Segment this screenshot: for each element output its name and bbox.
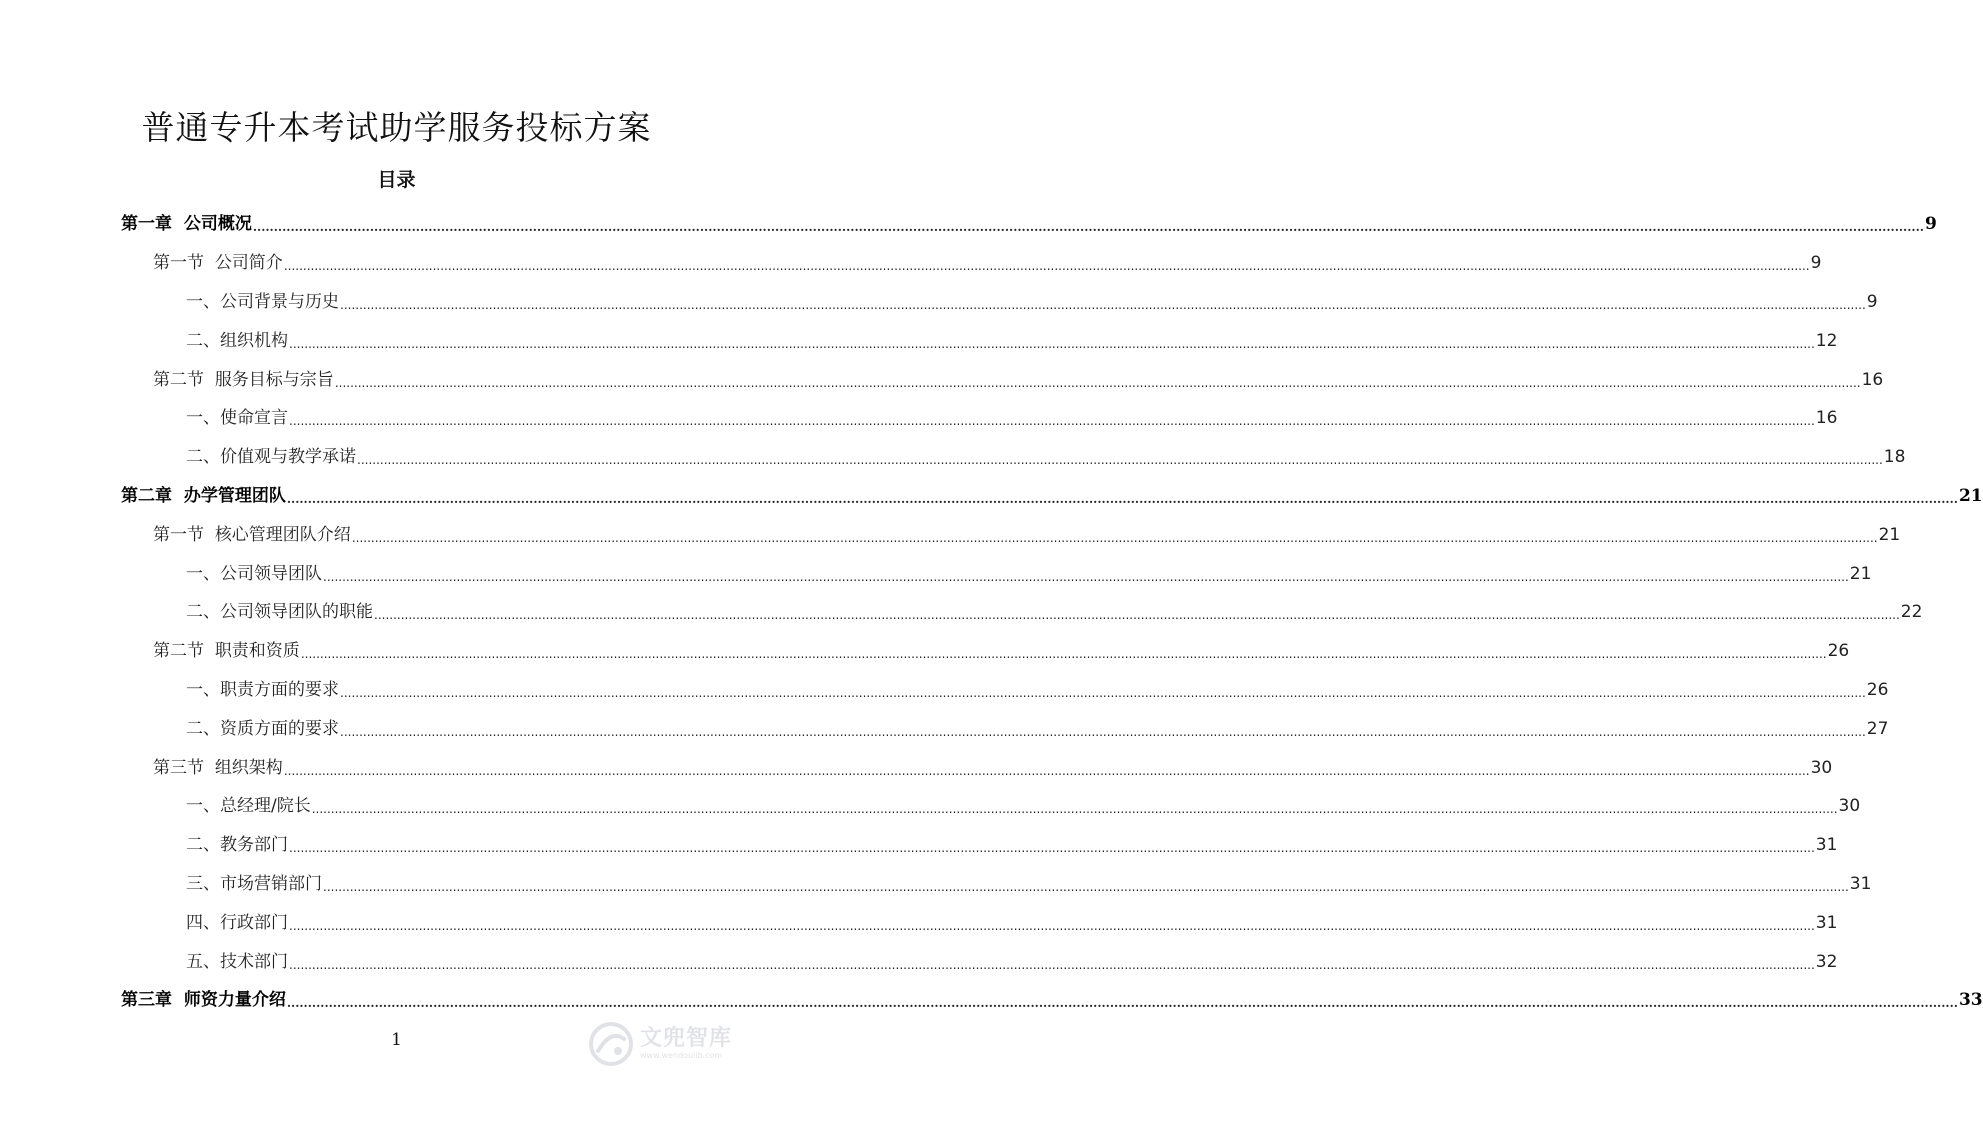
toc-entry-number: 二、 xyxy=(186,718,220,739)
toc-entry-number: 第三节 xyxy=(153,757,215,778)
toc-leader-dots: ................................................................................................................................................................................................................................................................................................................................................................................................................ xyxy=(286,996,1958,1011)
toc-entry-number: 四、 xyxy=(186,912,220,933)
toc-entry-number: 二、 xyxy=(186,447,220,468)
toc-entry[interactable] xyxy=(153,360,1884,399)
page-number: 1 xyxy=(391,1030,402,1050)
toc-leader-dots: ................................................................................................................................................................................................................................................................................................................................................................................................................ xyxy=(323,879,1849,894)
toc-entry-title: 公司领导团队 xyxy=(220,563,322,584)
toc-leader-dots: ................................................................................................................................................................................................................................................................................................................................................................................................................ xyxy=(252,220,1924,235)
toc-entry-title: 办学管理团队 xyxy=(183,485,286,506)
toc-entry-title: 使命宣言 xyxy=(220,408,288,429)
toc-entry-title: 教务部门 xyxy=(220,835,288,856)
toc-entry-title: 组织架构 xyxy=(214,757,283,778)
toc-leader-dots: ................................................................................................................................................................................................................................................................................................................................................................................................................ xyxy=(286,491,1958,506)
toc-leader-dots: ................................................................................................................................................................................................................................................................................................................................................................................................................ xyxy=(340,297,1866,312)
toc-entry-number: 第一节 xyxy=(153,253,215,274)
toc-leader-dots: ................................................................................................................................................................................................................................................................................................................................................................................................................ xyxy=(289,414,1815,429)
toc-entry-number: 第二章 xyxy=(121,485,184,506)
toc-entry[interactable] xyxy=(186,826,1838,865)
toc-entry-page: 16 xyxy=(1815,408,1838,429)
toc-entry[interactable] xyxy=(186,671,1889,710)
toc-entry-number: 二、 xyxy=(186,330,220,351)
toc-entry-page: 9 xyxy=(1866,291,1878,312)
toc-entry-title: 职责和资质 xyxy=(214,641,300,662)
toc-leader-dots: ................................................................................................................................................................................................................................................................................................................................................................................................................ xyxy=(300,647,1827,662)
toc-entry-page: 21 xyxy=(1849,563,1872,584)
toc-entry-number: 第三章 xyxy=(121,990,184,1011)
toc-entry[interactable] xyxy=(186,283,1878,322)
toc-entry-page: 18 xyxy=(1883,447,1906,468)
toc-entry-title: 核心管理团队介绍 xyxy=(214,524,351,545)
toc-entry-page: 12 xyxy=(1815,330,1838,351)
toc-entry-page: 22 xyxy=(1900,602,1923,623)
toc-entry-title: 公司背景与历史 xyxy=(220,291,339,312)
toc-leader-dots: ................................................................................................................................................................................................................................................................................................................................................................................................................ xyxy=(289,841,1815,856)
toc-leader-dots: ................................................................................................................................................................................................................................................................................................................................................................................................................ xyxy=(340,685,1866,700)
toc-entry-number: 第二节 xyxy=(153,369,215,390)
toc-leader-dots: ................................................................................................................................................................................................................................................................................................................................................................................................................ xyxy=(283,763,1810,778)
toc-entry-page: 16 xyxy=(1861,369,1884,390)
toc-entry-title: 组织机构 xyxy=(220,330,288,351)
toc-entry[interactable] xyxy=(186,709,1889,748)
toc-entry-title: 职责方面的要求 xyxy=(220,679,339,700)
toc-entry-page: 31 xyxy=(1815,835,1838,856)
toc-entry[interactable] xyxy=(153,244,1822,283)
toc-entry[interactable] xyxy=(186,593,1923,632)
toc-entry-title: 资质方面的要求 xyxy=(220,718,339,739)
toc-entry-number: 一、 xyxy=(186,563,220,584)
toc-entry-page: 32 xyxy=(1815,951,1838,972)
toc-entry-number: 第一章 xyxy=(121,214,184,235)
toc-leader-dots: ................................................................................................................................................................................................................................................................................................................................................................................................................ xyxy=(283,259,1810,274)
toc-entry[interactable] xyxy=(153,515,1901,554)
toc-entry-number: 五、 xyxy=(186,951,220,972)
toc-entry[interactable] xyxy=(121,477,1983,516)
toc-leader-dots: ................................................................................................................................................................................................................................................................................................................................................................................................................ xyxy=(374,608,1900,623)
toc-entry[interactable] xyxy=(153,632,1850,671)
toc-leader-dots: ................................................................................................................................................................................................................................................................................................................................................................................................................ xyxy=(334,375,1861,390)
toc-entry[interactable] xyxy=(153,748,1833,787)
toc-entry-page: 30 xyxy=(1810,757,1833,778)
toc-entry-page: 26 xyxy=(1866,679,1889,700)
toc-entry-page: 9 xyxy=(1924,214,1937,235)
toc-entry-number: 第一节 xyxy=(153,524,215,545)
toc-entry[interactable] xyxy=(186,787,1861,826)
toc-entry-number: 一、 xyxy=(186,679,220,700)
toc-entry-title: 价值观与教学承诺 xyxy=(220,447,356,468)
toc-entry-page: 31 xyxy=(1849,873,1872,894)
toc-entry-number: 一、 xyxy=(186,408,220,429)
toc-entry[interactable] xyxy=(186,321,1838,360)
toc-heading: 目录 xyxy=(377,169,416,191)
toc-leader-dots: ................................................................................................................................................................................................................................................................................................................................................................................................................ xyxy=(357,453,1883,468)
toc-entry[interactable] xyxy=(186,438,1906,477)
toc-leader-dots: ................................................................................................................................................................................................................................................................................................................................................................................................................ xyxy=(289,336,1815,351)
toc-entry-number: 一、 xyxy=(186,796,220,817)
watermark-subtext: www.wendoulib.com xyxy=(640,1051,723,1060)
toc-leader-dots: ................................................................................................................................................................................................................................................................................................................................................................................................................ xyxy=(323,569,1849,584)
toc-entry-number: 三、 xyxy=(186,873,220,894)
toc-leader-dots: ................................................................................................................................................................................................................................................................................................................................................................................................................ xyxy=(351,530,1878,545)
watermark-text: 文兜智库 xyxy=(640,1026,733,1051)
toc-leader-dots: ................................................................................................................................................................................................................................................................................................................................................................................................................ xyxy=(311,802,1838,817)
toc-entry[interactable] xyxy=(186,903,1838,942)
toc-entry-page: 30 xyxy=(1838,796,1861,817)
toc-entry-page: 9 xyxy=(1810,253,1822,274)
toc-entry-title: 行政部门 xyxy=(220,912,288,933)
toc-entry-number: 第二节 xyxy=(153,641,215,662)
toc-entry-title: 师资力量介绍 xyxy=(183,990,286,1011)
watermark-logo-icon xyxy=(588,1021,634,1067)
document-title: 普通专升本考试助学服务投标方案 xyxy=(141,108,652,147)
toc-entry[interactable] xyxy=(186,554,1872,593)
toc-leader-dots: ................................................................................................................................................................................................................................................................................................................................................................................................................ xyxy=(289,918,1815,933)
toc-entry-title: 公司领导团队的职能 xyxy=(220,602,373,623)
toc-entry-page: 21 xyxy=(1878,524,1901,545)
toc-entry-number: 二、 xyxy=(186,835,220,856)
toc-entry-title: 市场营销部门 xyxy=(220,873,322,894)
toc-entry[interactable] xyxy=(186,942,1838,981)
toc-entry[interactable] xyxy=(186,399,1838,438)
toc-leader-dots: ................................................................................................................................................................................................................................................................................................................................................................................................................ xyxy=(340,724,1866,739)
toc-entry-page: 26 xyxy=(1827,641,1850,662)
watermark xyxy=(588,1018,768,1070)
toc-entry-title: 总经理/院长 xyxy=(220,796,311,817)
toc-entry[interactable] xyxy=(121,981,1983,1020)
toc-entry[interactable] xyxy=(186,865,1872,904)
toc-entry-page: 33 xyxy=(1958,990,1983,1011)
toc-leader-dots: ................................................................................................................................................................................................................................................................................................................................................................................................................ xyxy=(289,957,1815,972)
toc-entry-title: 技术部门 xyxy=(220,951,288,972)
toc-entry-number: 一、 xyxy=(186,291,220,312)
toc-entry-title: 公司概况 xyxy=(183,214,252,235)
toc-entry[interactable] xyxy=(121,205,1937,244)
toc-entry-page: 31 xyxy=(1815,912,1838,933)
toc-entry-page: 27 xyxy=(1866,718,1889,739)
toc-entry-title: 服务目标与宗旨 xyxy=(214,369,334,390)
toc-entry-number: 二、 xyxy=(186,602,220,623)
toc-entry-title: 公司简介 xyxy=(214,253,283,274)
toc-entry-page: 21 xyxy=(1958,485,1983,506)
